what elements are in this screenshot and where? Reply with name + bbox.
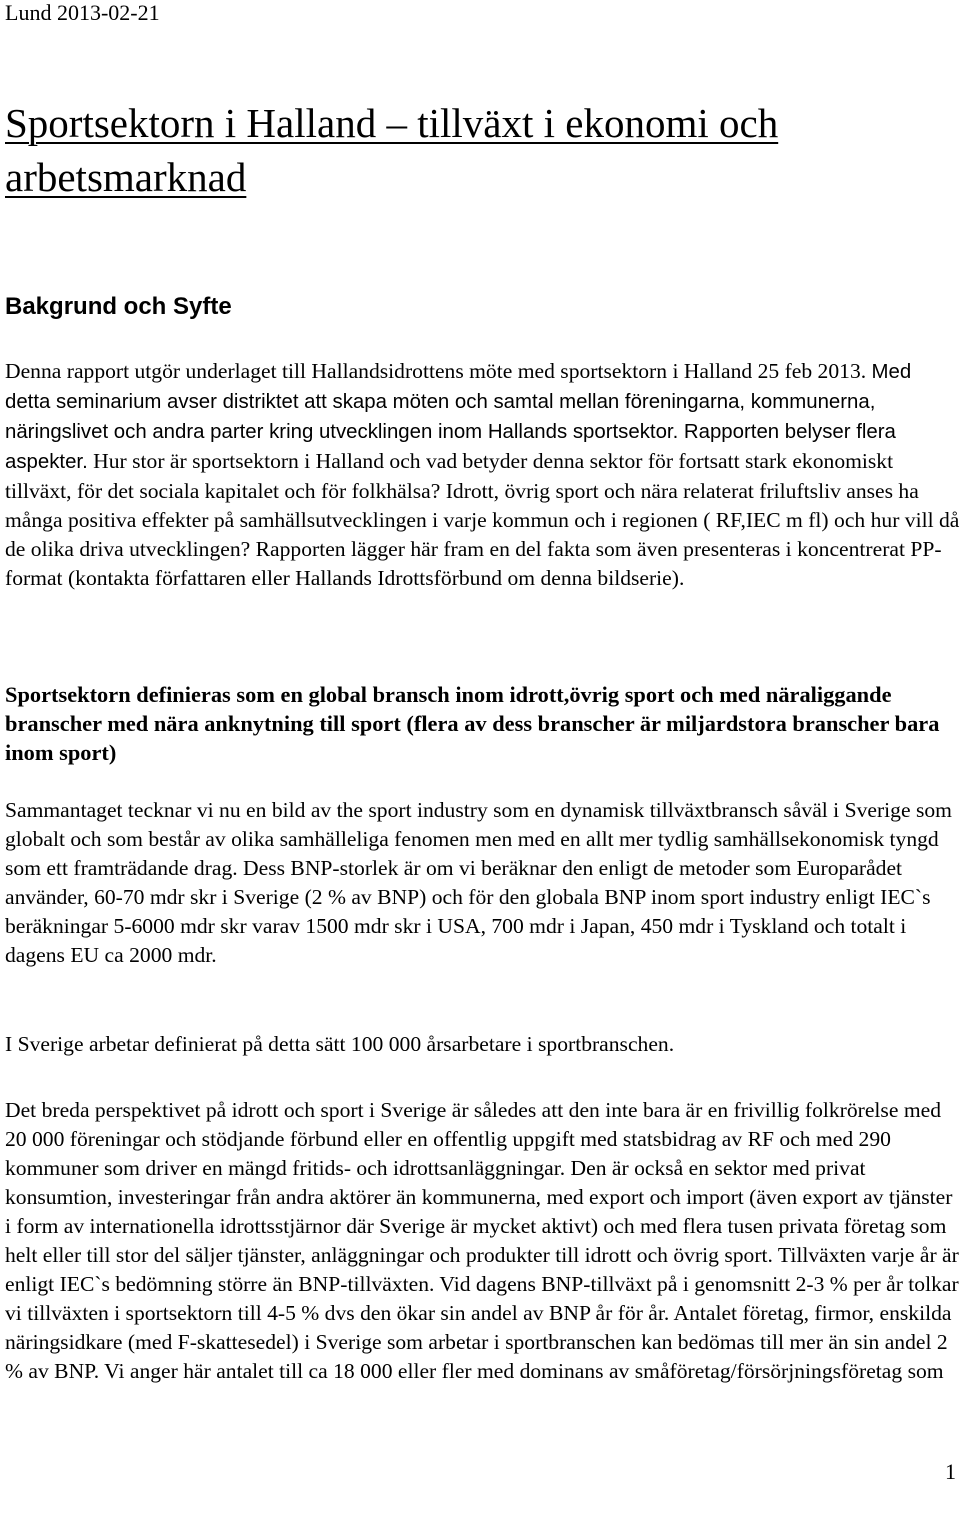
document-date: Lund 2013-02-21 [5, 0, 160, 25]
definition-paragraph: Sportsektorn definieras som en global bransch inom idrott,övrig sport och med näraliggande branscher med nära anknytning till sport (flera av dess branscher är miljardstora branscher bara inom sport) [5, 682, 940, 765]
perspective-paragraph: Det breda perspektivet på idrott och sport i Sverige är således att den inte bara är en frivillig folkrörelse med 20 000 föreningar och stödjande förbund eller en offentlig uppgift med statsbidrag av RF och med 290 kommuner som driver en mängd fritids- och idrottsanläggningar. Den är också en sektor med privat konsumtion, investeringar från andra aktörer än kommunerna, med export och import (även export av tjänster i form av internationella idrottsstjärnor där Sverige är mycket aktivt) och med flera tusen privata företag som helt eller till stor del säljer tjänster, anläggningar och produkter till idrott och övrig sport. Tillväxten varje år är enligt IEC`s bedömning större än BNP-tillväxten. Vid dagens BNP-tillväxt på i genomsnitt 2-3 % per år tolkar vi tillväxten i sportsektorn till 4-5 % dvs den ökar sin andel av BNP år för år. Antalet företag, firmor, enskilda näringsidkare (med F-skattesedel) i Sverige som arbetar i sportbranschen kan bedömas till mer än sin andel 2 % av BNP. Vi anger här antalet till ca 18 000 eller fler med dominans av småföretag/försörjningsföretag som [5, 1098, 959, 1383]
intro-text-d: Idrott, övrig sport och nära relaterat friluftsliv anses ha många positiva effekter på samhällsutvecklingen i varje kommun och i regionen ( RF,IEC m fl) och hur vill då de olika driva utvecklingen? [5, 479, 960, 561]
page-number: 1 [945, 1459, 956, 1484]
section-heading: Bakgrund och Syfte [5, 293, 232, 320]
summary-paragraph: Sammantaget tecknar vi nu en bild av the sport industry som en dynamisk tillväxtbransch såväl i Sverige som globalt och som består av olika samhälleliga fenomen men med en allt mer tydlig samhällsekonomisk tyngd som ett framträdande drag. Dess BNP-storlek är om vi beräknar den enligt de metoder som Europarådet använder, 60-70 mdr skr i Sverige (2 % av BNP) och för den globala BNP inom sport industry enligt IEC`s beräkningar 5-6000 mdr skr varav 1500 mdr skr i USA, 700 mdr i Japan, 450 mdr i Tyskland och totalt i dagens EU ca 2000 mdr. [5, 798, 952, 967]
intro-paragraph [5, 357, 960, 593]
intro-text-c: Hur stor är sportsektorn i Halland och vad betyder denna sektor för fortsatt stark ekonomiskt tillväxt, för det sociala kapitalet och för folkhälsa? [5, 449, 894, 503]
intro-text-b: Med detta seminarium avser distriktet att skapa möten och samtal mellan föreningarna, kommunerna, näringslivet och andra parter kring utvecklingen inom Hallands sportsektor. Rapporten belyser flera aspekter. [5, 361, 912, 473]
employment-paragraph: I Sverige arbetar definierat på detta sätt 100 000 årsarbetare i sportbranschen. [5, 1032, 675, 1056]
intro-text-a: Denna rapport utgör underlaget till Hallandsidrottens möte med sportsektorn i Halland 25 feb 2013. [5, 359, 872, 383]
document-title: Sportsektorn i Halland – tillväxt i ekonomi och arbetsmarknad [5, 100, 779, 200]
intro-text-e: Rapporten lägger här fram en del fakta som även presenteras i koncentrerat PP-format (kontakta författaren eller Hallands Idrottsförbund om denna bildserie). [5, 537, 942, 590]
